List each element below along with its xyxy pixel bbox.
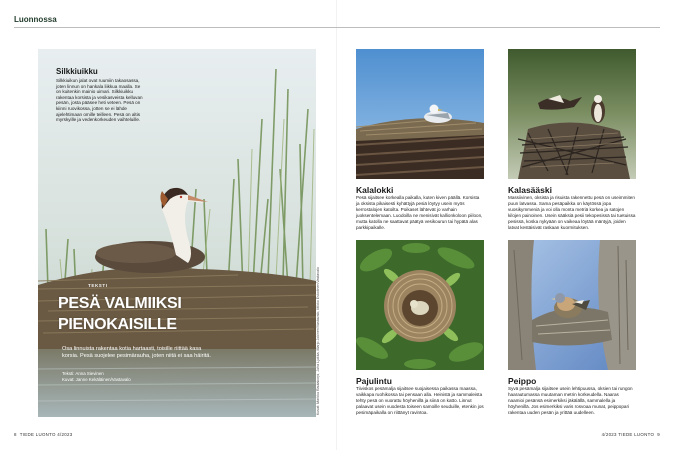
vertical-photo-credit	[315, 255, 321, 415]
page-gutter	[336, 0, 337, 450]
page-number-right: 9	[657, 432, 660, 437]
osprey-nest-illustration	[508, 49, 636, 179]
article-credits	[62, 371, 131, 383]
top-rule	[14, 27, 660, 28]
grebe-box-title: Silkkiuikku	[56, 67, 98, 76]
osprey-text: Massiivinen, oksista ja risuista rakennettu pesä on useimmiten puun latvassa. Sama pesäpaikka on käytössä jopa vuosikymmeniä ja voi olla monta metriä korkea ja satojen kilojen painoinen. Usein sääksiä pesii tekopesissä tai tuetuissa pesissä, koska nykyään on vaikeaa löytää mäntyjä, joiden latvat kestäisivät raskaan kuormituksen.	[508, 195, 636, 230]
hero-photo	[38, 49, 316, 417]
gull-text: Pesä sijaitsee korkealla paikalla, kuten kiven päällä. Korsista ja oksista pikaisesti kyhättyjä pesiä löytyy usein myös kerrostalojen katoilta. Poikaset lähtevät jo varhain juoksentelemaan. Luodoilla ne menisivät kallionkoloon piiloon, mutta katolla ne saattavat päätyä vesikourun tai hypätä alas parkkipaikalle.	[356, 195, 483, 230]
warbler-title: Pajulintu	[356, 376, 392, 386]
osprey-title: Kalasääski	[508, 185, 552, 195]
grebe-box-text: Silkkiuikun jalat ovat ruumiin takaosassa, joten linnun on hankala liikkua maalla. Se on kuitenkin mainio uimari. Silkkiuikku rakentaa korsista ja vesikasveista kelluvan pesän, josta pääsee heti veteen. Pesä on kiinni ruovikossa, jotten se ei lähde ajelehtimaan omille teilleen. Pesä on altis myrskyille ja vedenkorkeuden vaihteluille.	[56, 78, 143, 123]
footer-left	[14, 432, 73, 437]
page-number-left: 8	[14, 432, 17, 437]
warbler-nest-illustration	[356, 240, 484, 370]
warbler-text: Tiiviskos pesämalja sijaitsee suojaisessa paikassa maassa, vaikkapa ruohikossa tai pensaan alla. Heinistä ja sammaleista tehty pesä on vuorattu höyhenillä ja siinä on katto. Linnut palaavat usein vuodesta toiseen samoille seuduille, etenkin jos pesimäpaikalla on riittänyt ravintoa.	[356, 386, 484, 415]
chaffinch-text: Syvä pesämalja sijaitsee usein lehtipuussa, oksien tai rungon haarautumassa muutaman metrin korkeudella. Naaras naamioi pesänsä esimerkiksi jäkälällä, sammalella ja höyhenillä. Jos esimerkiksi varis rosvoaa munat, peippopari rakentaa uuden pesän ja yrittää uudelleen.	[508, 386, 633, 415]
chaffinch-nest-illustration	[508, 240, 636, 370]
gull-photo	[356, 49, 484, 179]
article-kicker: TEKSTI	[88, 283, 108, 288]
article-lead: Osa linnuista rakentaa kotia hartaasti, toisille riittää kasa korsia. Pesä suojelee pesimärauha, joten niitä ei saa häiritä.	[62, 346, 211, 359]
footer-right	[602, 432, 660, 437]
credit-text: Teksti: Anna Sievinen	[62, 371, 104, 376]
gull-nest-illustration	[356, 49, 484, 179]
article-headline: PESÄ VALMIIKSI PIENOKAISILLE	[58, 295, 182, 333]
section-label: Luonnossa	[14, 15, 57, 24]
chaffinch-photo	[508, 240, 636, 370]
footer-right-label: 4/2023 TIEDE LUONTO	[601, 432, 655, 437]
photo-credit-text: Kuvat: Markku Rautakorpi, Juha Ljukka, Marjo Jokinen/Vastavalo, Mikko Eskolinen/Vastavalo	[316, 267, 320, 415]
gull-title: Kalalokki	[356, 185, 394, 195]
footer-left-label: TIEDE LUONTO 4/2023	[19, 432, 73, 437]
credit-photo: Kuvat: Janne Kekäläinen/Vastavalo	[62, 376, 131, 382]
osprey-photo	[508, 49, 636, 179]
willow-warbler-photo	[356, 240, 484, 370]
chaffinch-title: Peippo	[508, 376, 537, 386]
